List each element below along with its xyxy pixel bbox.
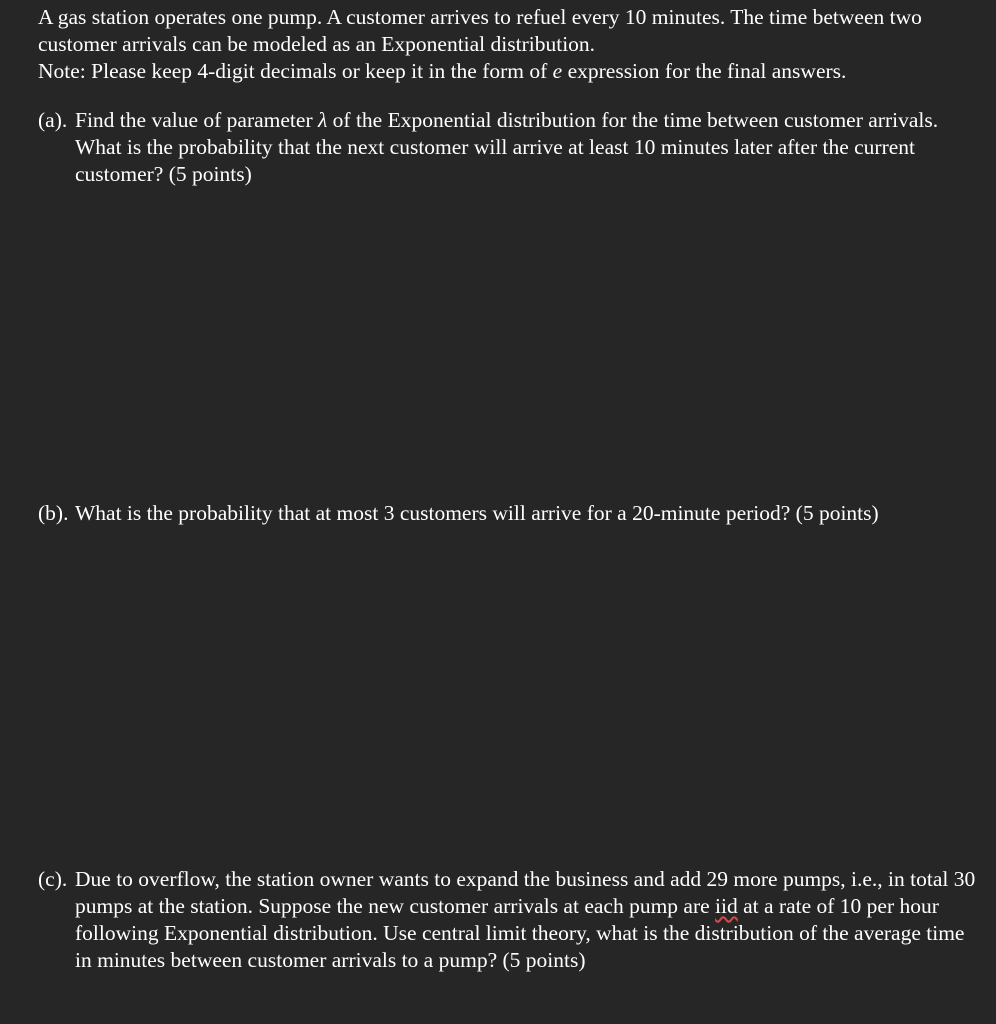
question-a-label: (a). bbox=[38, 108, 68, 132]
question-c bbox=[38, 866, 983, 974]
intro-note bbox=[38, 58, 983, 85]
question-b-label: (b). bbox=[38, 501, 69, 525]
question-a bbox=[38, 107, 983, 188]
note-e-symbol: e bbox=[552, 59, 563, 83]
question-c-text-before: Due to overflow, the station owner wants to expand the business and add 29 more pumps, i.e., in total 30 pumps at the station. Suppose the new customer arrivals at each pump are bbox=[75, 867, 976, 918]
lambda-symbol: λ bbox=[317, 108, 328, 132]
question-c-text-after: at a rate of 10 per hour following Exponential distribution. Use central limit theory, what is the distribution of the average time in minutes between customer arrivals to a pump? (5 points) bbox=[75, 894, 965, 972]
problem-intro bbox=[38, 4, 983, 85]
question-c-label: (c). bbox=[38, 867, 68, 891]
question-b-text: What is the probability that at most 3 customers will arrive for a 20-minute period? (5 points) bbox=[75, 501, 879, 525]
question-a-text-before: Find the value of parameter bbox=[75, 108, 318, 132]
note-text-before: Note: Please keep 4-digit decimals or keep it in the form of bbox=[38, 59, 553, 83]
note-text-after: expression for the final answers. bbox=[562, 59, 847, 83]
question-b bbox=[38, 500, 983, 527]
spellcheck-flagged-word[interactable]: iid bbox=[715, 894, 738, 918]
question-c-text bbox=[75, 866, 983, 974]
question-a-text bbox=[75, 107, 983, 188]
question-a-text-after: of the Exponential distribution for the time between customer arrivals. What is the probability that the next customer will arrive at least 10 minutes later after the current customer? (5 points) bbox=[75, 108, 939, 186]
intro-statement: A gas station operates one pump. A customer arrives to refuel every 10 minutes. The time between two customer arrivals can be modeled as an Exponential distribution. bbox=[38, 5, 922, 56]
